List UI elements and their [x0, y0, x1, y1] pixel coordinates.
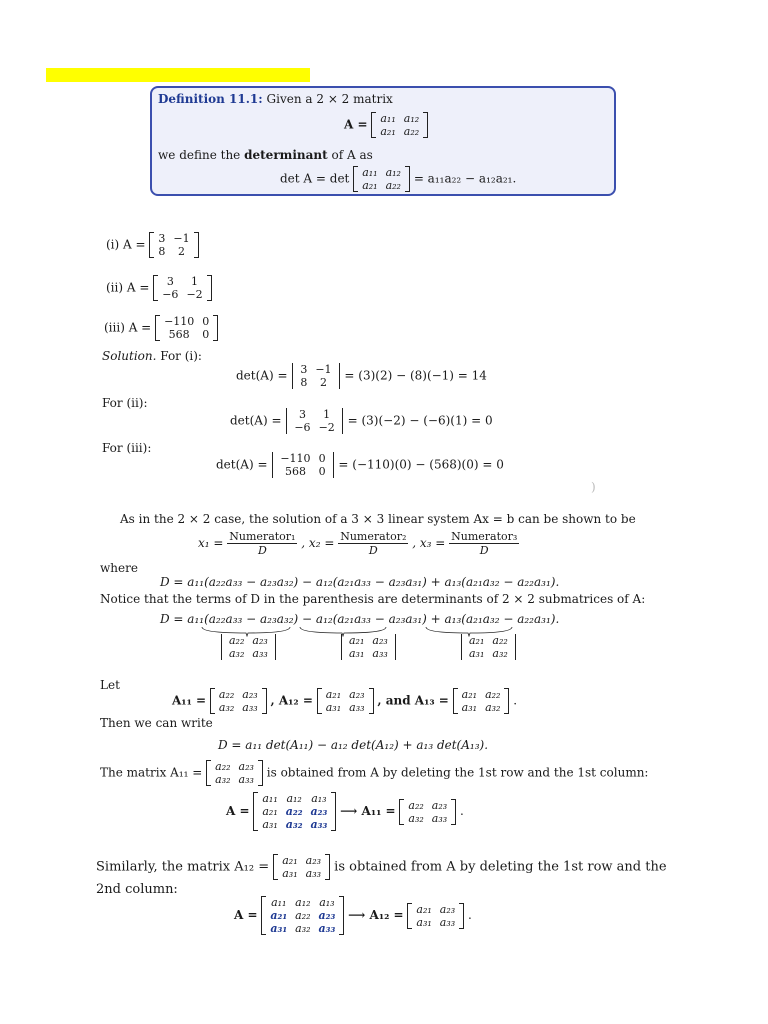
matrix-cell: a₂₂ — [492, 634, 508, 647]
num3: Numerator₃ — [451, 530, 518, 543]
matrix-cell: a₂₁ — [416, 902, 432, 916]
det-i-lhs: det(A) = — [236, 368, 288, 383]
det-ii — [230, 408, 493, 434]
x1-label: x₁ = — [198, 536, 224, 550]
cramer-intro: As in the 2 × 2 case, the solution of a 3 × 3 linear system Ax = b can be shown to be — [120, 512, 636, 526]
def-matrix-a — [371, 112, 428, 138]
matrix-cell: a₁₂ — [385, 166, 401, 179]
matrix-cell: −1 — [315, 363, 332, 376]
matrix-cell: a₁₁ — [262, 792, 278, 805]
matrix-cell: a₂₃ — [310, 805, 328, 818]
matrix-cell: a₂₂ — [408, 798, 424, 812]
matrix-cell: a₂₂ — [485, 688, 501, 701]
similarly-sentence — [96, 854, 667, 880]
x3-label: , x₃ = — [412, 536, 446, 550]
matrix-cell: a₃₂ — [485, 701, 501, 714]
similarly-post: is obtained from A by deleting the 1st row and the — [334, 859, 667, 875]
det-i — [236, 363, 487, 389]
matrix-cell: a₁₂ — [295, 896, 311, 909]
matrix-cell: a₂₃ — [372, 634, 388, 647]
submatrix-defs — [172, 688, 517, 714]
frac-1 — [227, 530, 297, 557]
matrix-cell: a₃₃ — [238, 773, 254, 786]
num1: Numerator₁ — [229, 530, 296, 543]
then-text: Then we can write — [100, 716, 213, 730]
matrix-cell: a₁₃ — [311, 792, 327, 805]
solution-label: Solution. — [102, 349, 157, 363]
matrix-A11-post: is obtained from A by deleting the 1st row and the 1st column: — [266, 765, 649, 780]
matrix-cell: a₃₃ — [310, 818, 328, 831]
A13-matrix — [453, 688, 510, 714]
definition-box — [150, 86, 616, 196]
def-A-label: A = — [344, 117, 368, 132]
similarly-pre: Similarly, the matrix A₁₂ = — [96, 859, 270, 875]
def-det-lhs: det A = det — [280, 171, 350, 186]
matrix-cell: 0 — [318, 452, 326, 465]
matrix-cell: 568 — [284, 465, 306, 478]
matrix-cell: a₁₂ — [403, 112, 420, 125]
matrix-cell: −2 — [186, 288, 203, 301]
matrix-cell: a₁₁ — [271, 896, 287, 909]
example-i-label: (i) A = — [106, 237, 146, 252]
det-iii-matrix — [271, 452, 334, 478]
den3: D — [479, 544, 489, 557]
d-formula-braced: D = a₁₁(a₂₂a₃₃ − a₂₃a₃₂) − a₁₂(a₂₁a₃₃ − a₂₃a₃₁) + a₁₃(a₂₁a₃₂ − a₂₂a₃₁). — [160, 612, 560, 626]
matrix-cell: −6 — [294, 421, 311, 434]
A12-label: , A₁₂ = — [270, 693, 313, 708]
matrix-cell: a₂₃ — [252, 634, 268, 647]
den2: D — [368, 544, 378, 557]
matrix-cell: a₃₃ — [318, 922, 336, 935]
A12-result — [407, 903, 464, 929]
matrix-cell: a₂₂ — [403, 125, 420, 138]
arrow-A12: ⟶ A₁₂ = — [348, 908, 404, 922]
def-text-1: we define the — [158, 148, 241, 162]
matrix-cell: 3 — [300, 363, 308, 376]
defs-period: . — [513, 693, 518, 708]
matrix-cell: a₃₂ — [295, 922, 311, 935]
A-eq-1: A = — [226, 804, 250, 818]
matrix-cell: a₃₂ — [215, 773, 231, 786]
matrix-cell: −6 — [162, 288, 179, 301]
matrix-A11-pre: The matrix A₁₁ = — [100, 765, 203, 780]
example-iii-label: (iii) A = — [104, 320, 152, 335]
matrix-cell: 0 — [202, 315, 210, 328]
let-label: Let — [100, 678, 120, 692]
matrix-cell: a₁₃ — [319, 896, 335, 909]
stray-mark: ) — [591, 480, 596, 494]
deletion-2 — [234, 896, 472, 935]
det-ii-lhs: det(A) = — [230, 413, 282, 428]
matrix-cell: a₃₁ — [469, 647, 485, 660]
matrix-cell: a₂₂ — [215, 760, 231, 773]
matrix-cell: a₂₃ — [305, 854, 322, 867]
matrix-cell: a₂₂ — [229, 634, 245, 647]
matrix-cell: a₂₃ — [318, 909, 336, 922]
matrix-cell: a₃₃ — [252, 647, 268, 660]
matrix-cell: a₃₃ — [372, 647, 388, 660]
example-ii-label: (ii) A = — [106, 280, 150, 295]
matrix-cell: a₃₁ — [416, 915, 432, 929]
matrix-cell: a₃₂ — [408, 811, 424, 825]
example-iii — [104, 315, 218, 341]
matrix-cell: 1 — [191, 275, 199, 288]
deletion-1 — [226, 792, 464, 831]
matrix-cell: a₃₃ — [305, 867, 322, 880]
example-i — [106, 232, 199, 258]
for-iii-label: For (iii): — [102, 441, 152, 455]
matrix-cell: a₃₁ — [270, 922, 288, 935]
matrix-cell: 8 — [300, 376, 308, 389]
matrix-cell: a₂₁ — [349, 634, 365, 647]
matrix-cell: a₃₃ — [431, 811, 448, 825]
second-col-text: 2nd column: — [96, 882, 178, 897]
det-i-matrix — [291, 363, 340, 389]
matrix-cell: 3 — [158, 232, 166, 245]
matrix-cell: −110 — [280, 452, 311, 465]
matrix-cell: a₂₁ — [282, 854, 298, 867]
matrix-cell: a₂₁ — [380, 125, 396, 138]
matrix-cell: a₃₃ — [349, 701, 365, 714]
matrix-cell: a₂₃ — [431, 798, 448, 812]
matrix-cell: a₂₂ — [218, 688, 235, 701]
A3-matrix-1 — [253, 792, 336, 831]
matrix-cell: 568 — [168, 328, 190, 341]
sub-det-12 — [340, 634, 397, 660]
matrix-cell: a₁₁ — [380, 112, 396, 125]
A3-matrix-2 — [261, 896, 344, 935]
matrix-cell: a₂₂ — [385, 179, 401, 192]
det-ii-matrix — [285, 408, 343, 434]
highlight-bar — [46, 68, 310, 82]
deletion-2-period: . — [468, 908, 472, 922]
num2: Numerator₂ — [340, 530, 407, 543]
A11-result — [399, 799, 456, 825]
sub-det-13 — [460, 634, 517, 660]
matrix-cell: 3 — [298, 408, 306, 421]
example-i-matrix — [149, 232, 198, 258]
arrow-A11: ⟶ A₁₁ = — [340, 804, 396, 818]
matrix-cell: −110 — [164, 315, 195, 328]
d-formula: D = a₁₁(a₂₂a₃₃ − a₂₃a₃₂) − a₁₂(a₂₁a₃₃ − a₂₃a₃₁) + a₁₃(a₂₁a₃₂ − a₂₂a₃₁). — [160, 575, 560, 589]
d-expand: D = a₁₁ det(A₁₁) − a₁₂ det(A₁₂) + a₁₃ det(A₁₃). — [218, 738, 489, 752]
det-iii-result: = (−110)(0) − (568)(0) = 0 — [338, 457, 504, 472]
notice-text: Notice that the terms of D in the parenthesis are determinants of 2 × 2 submatrices of A: — [100, 592, 646, 606]
matrix-cell: a₃₃ — [439, 915, 456, 929]
matrix-cell: a₂₁ — [461, 688, 478, 701]
matrix-cell: a₂₁ — [469, 634, 485, 647]
matrix-cell: a₃₃ — [242, 701, 258, 714]
matrix-cell: a₂₂ — [295, 909, 311, 922]
matrix-cell: a₃₁ — [325, 701, 342, 714]
matrix-cell: 0 — [318, 465, 326, 478]
example-ii — [106, 275, 212, 301]
det-iii — [216, 452, 504, 478]
matrix-cell: a₂₁ — [325, 688, 342, 701]
x2-label: , x₂ = — [301, 536, 335, 550]
matrix-cell: 1 — [323, 408, 331, 421]
matrix-cell: 8 — [158, 245, 166, 258]
A11-label: A₁₁ = — [172, 693, 207, 708]
matrix-A11-inline — [206, 760, 263, 786]
frac-2 — [338, 530, 408, 557]
matrix-cell: a₃₂ — [229, 647, 245, 660]
matrix-cell: 2 — [319, 376, 327, 389]
A-eq-2: A = — [234, 908, 258, 922]
matrix-cell: a₂₃ — [238, 760, 254, 773]
example-iii-matrix — [155, 315, 218, 341]
det-ii-result: = (3)(−2) − (−6)(1) = 0 — [347, 413, 493, 428]
det-i-result: = (3)(2) − (8)(−1) = 14 — [344, 368, 487, 383]
cramer-fractions — [198, 530, 519, 557]
matrix-cell: a₂₃ — [242, 688, 258, 701]
definition-intro: Given a 2 × 2 matrix — [266, 92, 393, 106]
matrix-cell: 2 — [178, 245, 185, 258]
matrix-cell: −1 — [173, 232, 190, 245]
matrix-A11-sentence — [100, 760, 648, 786]
matrix-cell: a₃₂ — [285, 818, 303, 831]
A12-matrix — [317, 688, 374, 714]
where-label: where — [100, 561, 138, 575]
A12-inline — [273, 854, 330, 880]
matrix-cell: a₃₂ — [218, 701, 235, 714]
matrix-cell: 3 — [166, 275, 174, 288]
det-iii-lhs: det(A) = — [216, 457, 268, 472]
frac-3 — [449, 530, 519, 557]
matrix-cell: a₁₂ — [286, 792, 302, 805]
matrix-cell: a₂₂ — [285, 805, 303, 818]
def-det-rhs: = a₁₁a₂₂ − a₁₂a₂₁. — [413, 171, 517, 186]
A13-label: , and A₁₃ = — [377, 693, 449, 708]
matrix-cell: 0 — [202, 328, 210, 341]
def-term: determinant — [244, 148, 328, 162]
matrix-cell: a₃₂ — [492, 647, 508, 660]
def-text-2: of A as — [331, 148, 373, 162]
A11-matrix — [210, 688, 267, 714]
matrix-cell: a₃₁ — [349, 647, 365, 660]
def-matrix-b — [353, 166, 410, 192]
deletion-1-period: . — [460, 804, 464, 818]
matrix-cell: a₃₁ — [262, 818, 278, 831]
example-ii-matrix — [153, 275, 211, 301]
matrix-cell: a₂₃ — [349, 688, 365, 701]
matrix-cell: a₂₁ — [270, 909, 288, 922]
matrix-cell: a₂₁ — [362, 179, 378, 192]
definition-title: Definition 11.1: — [158, 92, 263, 106]
matrix-cell: a₂₃ — [439, 902, 456, 916]
sub-det-11 — [220, 634, 277, 660]
matrix-cell: a₃₁ — [282, 867, 298, 880]
matrix-cell: −2 — [318, 421, 335, 434]
den1: D — [257, 544, 267, 557]
matrix-cell: a₃₁ — [461, 701, 478, 714]
matrix-cell: a₁₁ — [362, 166, 378, 179]
for-ii-label: For (ii): — [102, 396, 148, 410]
for-i-label: For (i): — [160, 349, 202, 363]
matrix-cell: a₂₁ — [262, 805, 278, 818]
